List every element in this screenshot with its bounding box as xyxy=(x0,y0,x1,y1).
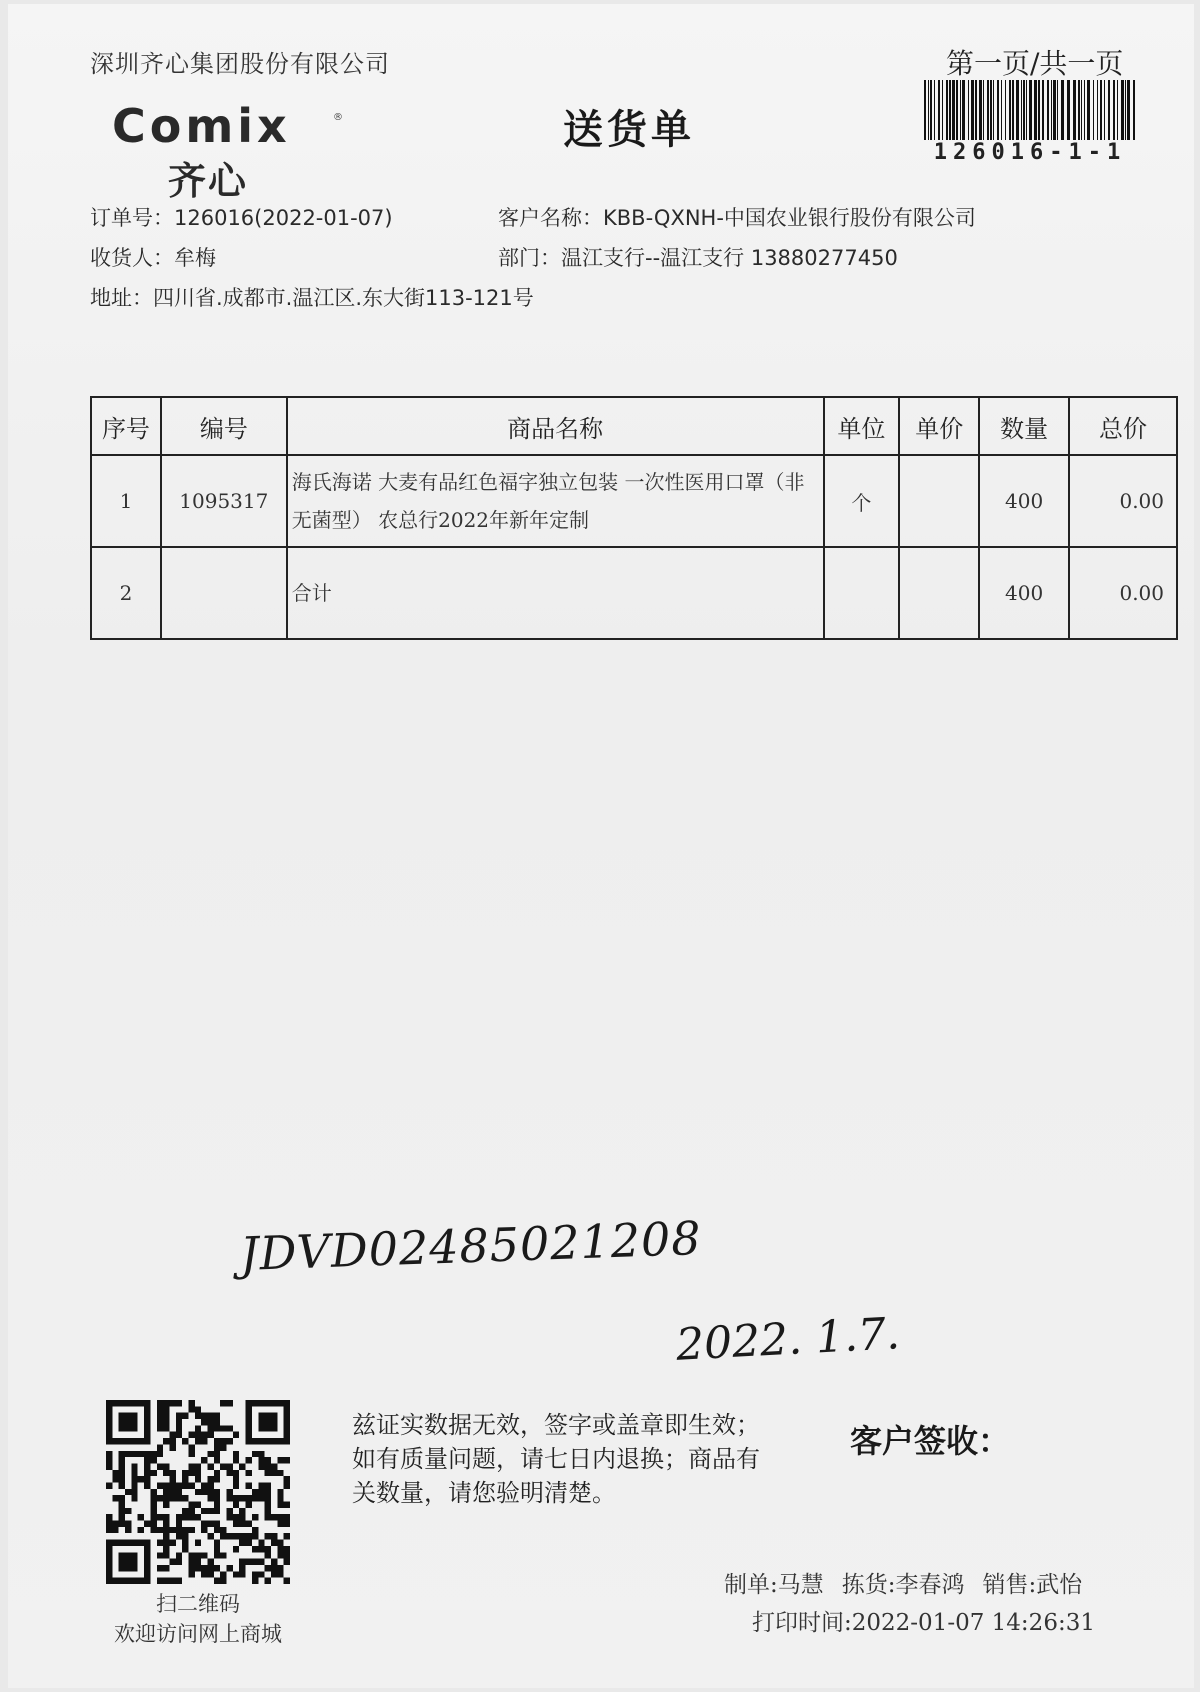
customer-signature-label: 客户签收： xyxy=(850,1422,1011,1460)
barcode-number: 126016-1-1 xyxy=(933,140,1127,165)
maker: 制单:马慧 xyxy=(724,1572,824,1598)
header-total: 总价 xyxy=(1069,397,1177,455)
customer-name: 客户名称：KBB-QXNH-中国农业银行股份有限公司 xyxy=(498,206,976,230)
table-header-row xyxy=(91,397,1177,455)
cell-name: 海氏海诺 大麦有品红色福字独立包装 一次性医用口罩（非无菌型） 农总行2022年新年定制 xyxy=(287,455,824,547)
table-row xyxy=(91,547,1177,639)
cell-seq: 1 xyxy=(91,455,161,547)
handwritten-date: 2022. 1.7. xyxy=(674,1308,902,1371)
picker: 拣货:李春鸿 xyxy=(841,1572,965,1598)
barcode-image xyxy=(924,80,1136,140)
header-name: 商品名称 xyxy=(287,397,824,455)
cell-unit xyxy=(824,547,900,639)
qr-caption-mall: 欢迎访问网上商城 xyxy=(114,1622,282,1646)
qixin-logo: 齐心 xyxy=(168,159,249,203)
table-row xyxy=(91,455,1177,547)
page-number: 第一页/共一页 xyxy=(946,47,1124,80)
comix-logo: Comix xyxy=(112,99,291,153)
cell-name: 合计 xyxy=(287,547,824,639)
qr-code-icon xyxy=(106,1400,290,1584)
cell-price xyxy=(899,547,979,639)
qr-caption-scan: 扫二维码 xyxy=(156,1592,240,1616)
delivery-note-page xyxy=(8,4,1194,1688)
header-price: 单价 xyxy=(899,397,979,455)
staff-line xyxy=(724,1566,1100,1599)
handwritten-tracking-number: JDVD02485021208 xyxy=(239,1210,703,1282)
cell-unit: 个 xyxy=(824,455,900,547)
cell-price xyxy=(899,455,979,547)
order-number: 订单号：126016(2022-01-07) xyxy=(90,206,393,230)
sales: 销售:武怡 xyxy=(982,1572,1083,1598)
cell-code xyxy=(161,547,287,639)
cell-qty: 400 xyxy=(979,455,1069,547)
items-table xyxy=(90,396,1178,640)
department: 部门：温江支行--温江支行 13880277450 xyxy=(498,246,898,270)
print-time: 打印时间:2022-01-07 14:26:31 xyxy=(752,1610,1095,1636)
notice-text: 兹证实数据无效，签字或盖章即生效；如有质量问题，请七日内退换；商品有关数量，请您验明清楚。 xyxy=(352,1411,760,1507)
address: 地址：四川省.成都市.温江区.东大街113-121号 xyxy=(90,286,534,310)
cell-seq: 2 xyxy=(91,547,161,639)
company-name: 深圳齐心集团股份有限公司 xyxy=(90,50,390,78)
header-code: 编号 xyxy=(161,397,287,455)
receiver-name: 收货人：牟梅 xyxy=(90,246,216,270)
registered-mark: ® xyxy=(333,112,343,123)
cell-total: 0.00 xyxy=(1069,455,1177,547)
header-unit: 单位 xyxy=(824,397,900,455)
document-title: 送货单 xyxy=(563,107,695,153)
cell-qty: 400 xyxy=(979,547,1069,639)
header-seq: 序号 xyxy=(91,397,161,455)
cell-code: 1095317 xyxy=(161,455,287,547)
cell-total: 0.00 xyxy=(1069,547,1177,639)
header-qty: 数量 xyxy=(979,397,1069,455)
